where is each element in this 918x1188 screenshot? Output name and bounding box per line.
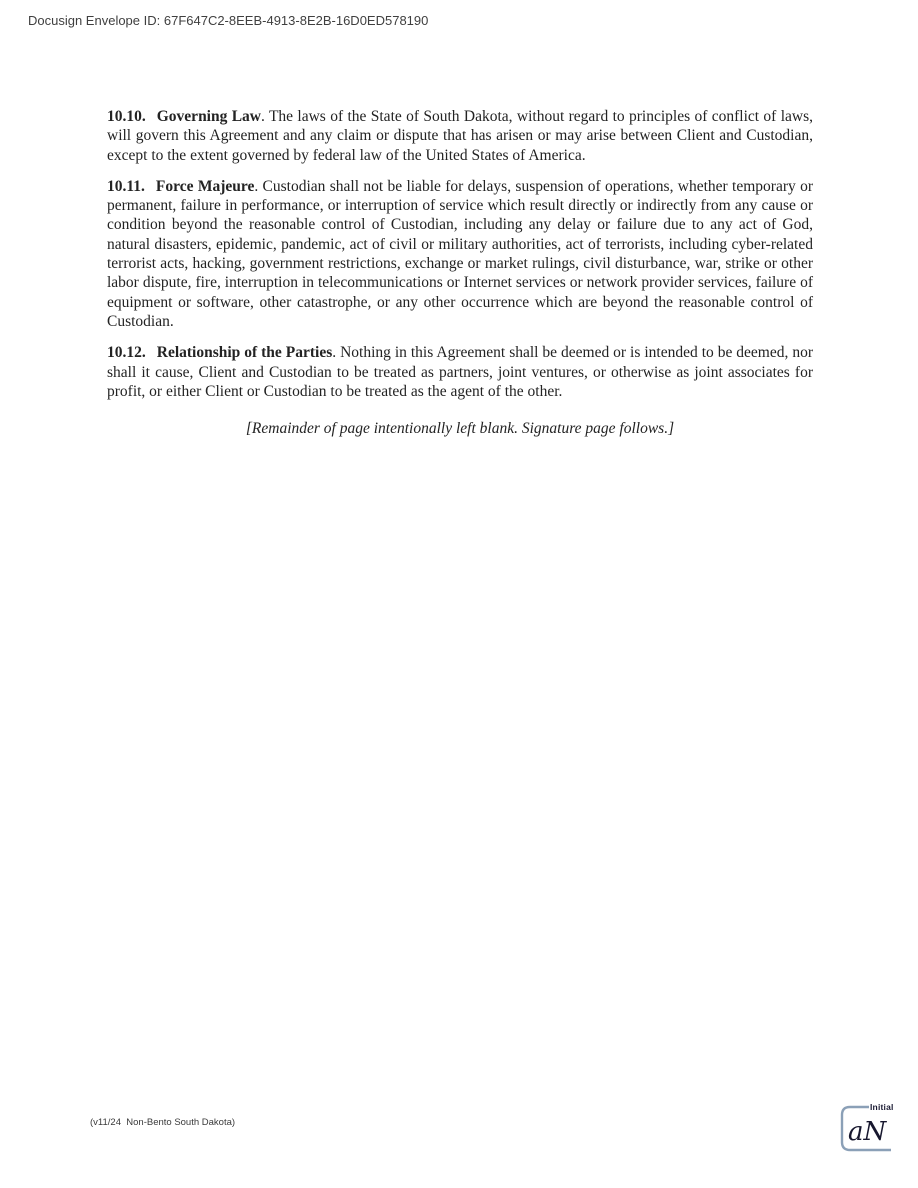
section-title: Relationship of the Parties bbox=[156, 344, 333, 362]
docusign-envelope-id: Docusign Envelope ID: 67F647C2-8EEB-4913-8E2B-16D0ED578190 bbox=[28, 13, 429, 28]
initials-signature bbox=[842, 1109, 898, 1149]
section-number: 10.11. bbox=[107, 177, 145, 195]
section-body-text: . Custodian shall not be liable for delays, suspension of operations, whether temporary or permanent, failure in performance, or interruption of service which result directly or indirectly from any cause or condition beyond the reasonable control of Custodian, including any delay or failure due to any act of God, natural disasters, epidemic, pandemic, act of civil or military authorities, act of terrorists, including cyber-related terrorist acts, hacking, government restrictions, exchange or market rulings, civil disturbance, war, strike or other labor dispute, fire, interruption in telecommunications or Internet services or network provider services, failure of equipment or software, other catastrophe, or any other occurrence which are beyond the reasonable control of Custodian. bbox=[107, 177, 813, 330]
initial-tab[interactable] bbox=[836, 1095, 906, 1165]
initial-tab-label: Initial bbox=[870, 1102, 894, 1112]
section-body-text: . The laws of the State of South Dakota, without regard to principles of conflict of laws, will govern this Agreement and any claim or dispute that has arisen or may arise between Client and Custodian, except to the extent governed by federal law of the United States of America. bbox=[107, 108, 813, 164]
section-paragraph-10-12 bbox=[107, 343, 813, 401]
section-number: 10.10. bbox=[107, 108, 146, 125]
initials-text: aN bbox=[848, 1117, 887, 1147]
section-title: Force Majeure bbox=[155, 177, 255, 195]
section-paragraph-10-11 bbox=[107, 177, 813, 331]
document-version-label: (v11/24 Non-Bento South Dakota) bbox=[90, 1117, 236, 1128]
section-paragraph-10-10 bbox=[107, 107, 813, 165]
section-number: 10.12. bbox=[107, 344, 146, 362]
section-title: Governing Law bbox=[156, 108, 262, 125]
contract-body bbox=[107, 107, 813, 438]
section-body-text: . Nothing in this Agreement shall be deemed or is intended to be deemed, nor shall it cause, Client and Custodian to be treated as partners, joint ventures, or otherwise as joint associates for profit, or either Client or Custodian to be treated as the agent of the other. bbox=[107, 344, 813, 400]
blank-page-notice: [Remainder of page intentionally left blank. Signature page follows.] bbox=[245, 420, 675, 438]
